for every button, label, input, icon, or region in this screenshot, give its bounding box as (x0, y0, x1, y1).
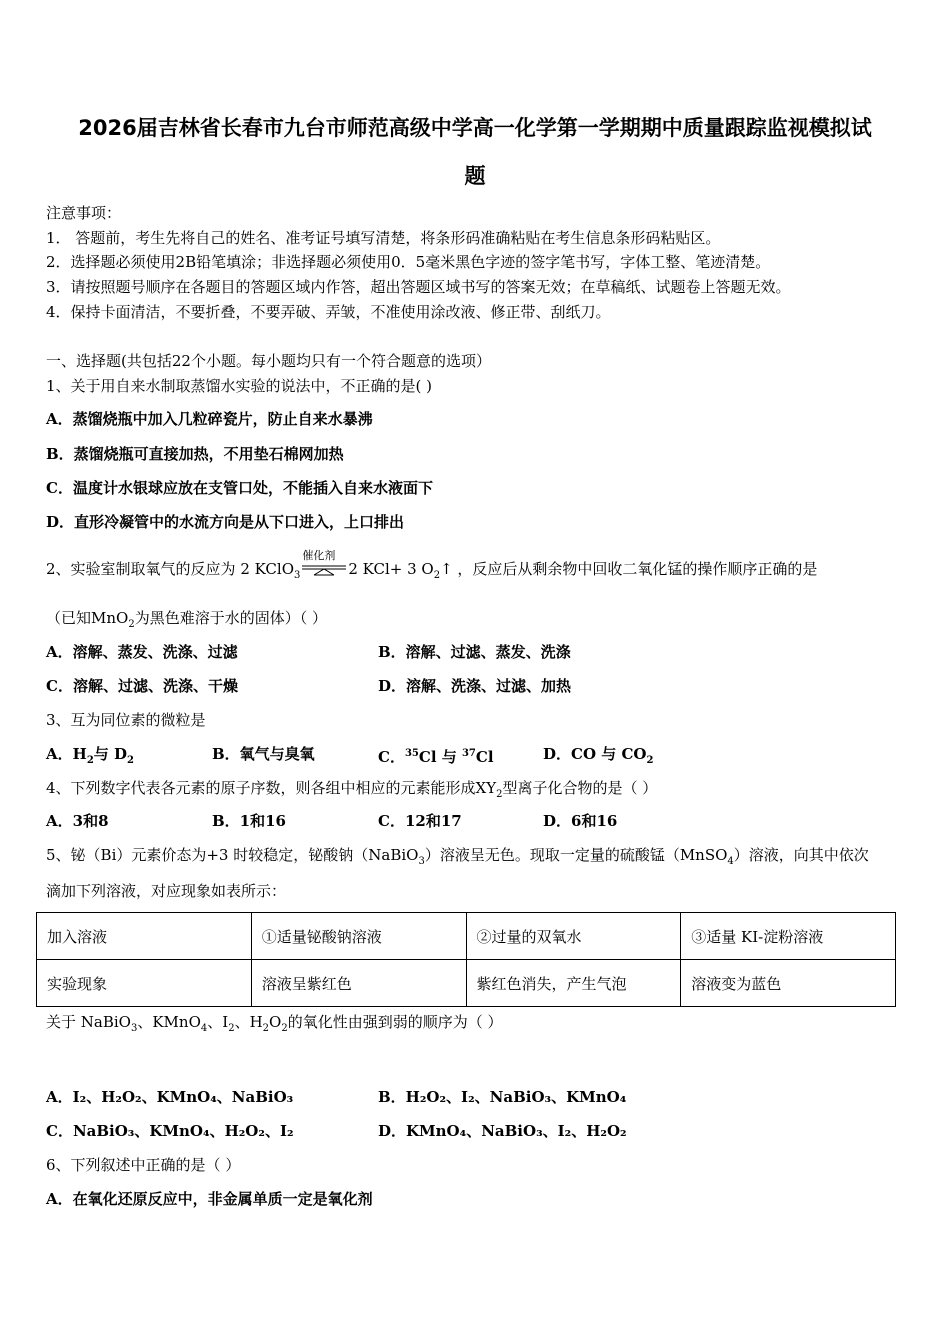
question-4-stem (46, 778, 657, 805)
q1-option-c: C．温度计水银球应放在支管口处，不能插入自来水液面下 (46, 479, 433, 497)
q2-option-b: B．溶解、过滤、蒸发、洗涤 (378, 643, 571, 661)
experiment-table (36, 912, 896, 1007)
question-6-stem: 6、下列叙述中正确的是（ ） (46, 1156, 241, 1174)
q4-stem-text: 4、下列数字代表各元素的原子序数，则各组中相应的元素能形成XY (46, 779, 497, 797)
q5-option-d: D．KMnO₄、NaBiO₃、I₂、H₂O₂ (378, 1122, 627, 1140)
q3-c-text: C． (378, 748, 405, 766)
q2-option-d: D．溶解、洗涤、过滤、加热 (378, 677, 572, 695)
q5-query-sub: 2 (228, 1023, 235, 1034)
q5-stem-text: ）溶液呈无色。现取一定量的硫酸锰（MnSO (424, 846, 728, 864)
q3-c-sup: 37 (461, 748, 476, 759)
q5-query-sub: 2 (281, 1023, 288, 1034)
question-5-stem (46, 845, 869, 872)
q3-a-text: 与 D (93, 745, 128, 763)
table-cell: ①适量铋酸钠溶液 (251, 913, 466, 960)
q5-option-b: B．H₂O₂、I₂、NaBiO₃、KMnO₄ (378, 1088, 627, 1106)
question-3-stem: 3、互为同位素的微粒是 (46, 711, 206, 729)
q3-c-text: Cl 与 (418, 748, 462, 766)
question-5-query (46, 1012, 503, 1039)
q5-stem-sub: 3 (418, 856, 425, 867)
q3-option-c (378, 744, 494, 767)
page-title: 2026届吉林省长春市九台市师范高级中学高一化学第一学期期中质量跟踪监视模拟试 (78, 116, 872, 140)
q5-stem-text: 5、铋（Bi）元素价态为+3 时较稳定，铋酸钠（NaBiO (46, 846, 419, 864)
q4-stem-text: 型离子化合物的是（ ） (502, 779, 658, 797)
q4-option-d: D．6和16 (543, 812, 618, 830)
q3-option-b: B．氧气与臭氧 (212, 745, 315, 763)
q4-option-c: C．12和17 (378, 812, 462, 830)
q5-option-a: A．I₂、H₂O₂、KMnO₄、NaBiO₃ (46, 1088, 294, 1106)
q2-note (46, 608, 327, 635)
q5-query-sub: 4 (200, 1023, 208, 1034)
q3-c-sup: 35 (404, 748, 419, 759)
page-title-continued: 题 (464, 164, 486, 188)
q1-option-b: B．蒸馏烧瓶可直接加热，不用垫石棉网加热 (46, 445, 344, 463)
q3-option-d (543, 744, 653, 771)
q3-a-sub: 2 (127, 755, 134, 766)
q4-option-b: B．1和16 (212, 812, 286, 830)
question-2-stem (46, 549, 818, 586)
q3-a-sub: 2 (86, 755, 94, 766)
q5-stem-sub: 4 (727, 856, 734, 867)
q5-stem-text: ）溶液，向其中依次 (733, 846, 869, 864)
q2-option-c: C．溶解、过滤、洗涤、干燥 (46, 677, 238, 695)
q3-c-text: Cl (475, 748, 494, 766)
notice-item: 3．请按照题号顺序在各题目的答题区域内作答，超出答题区域书写的答案无效；在草稿纸、试题卷上答题无效。 (46, 278, 791, 296)
q2-option-a: A．溶解、蒸发、洗涤、过滤 (46, 643, 238, 661)
q5-query-text: O (269, 1013, 282, 1031)
catalyst-arrow (300, 549, 348, 580)
table-row (37, 913, 896, 960)
q5-query-text: 的氧化性由强到弱的顺序为（ ） (287, 1013, 503, 1031)
q3-d-sub: 2 (646, 755, 654, 766)
q2-subscript: 3 (294, 570, 301, 581)
q1-option-d: D．直形冷凝管中的水流方向是从下口进入，上口排出 (46, 513, 405, 531)
q4-option-a: A．3和8 (46, 812, 109, 830)
q5-query-text: 关于 NaBiO (46, 1013, 131, 1031)
table-cell: 紫红色消失，产生气泡 (466, 960, 681, 1007)
question-1-stem: 1、关于用自来水制取蒸馏水实验的说法中，不正确的是( ) (46, 377, 433, 395)
table-cell: 溶液呈紫红色 (251, 960, 466, 1007)
q4-stem-sub: 2 (496, 789, 503, 800)
q5-query-text: 、H (234, 1013, 263, 1031)
table-cell: 加入溶液 (37, 913, 252, 960)
q2-subscript: 2 (433, 570, 441, 581)
notice-item: 2．选择题必须使用2B铅笔填涂；非选择题必须使用0．5毫米黑色字迹的签字笔书写，字体工整、笔迹清楚。 (46, 253, 771, 271)
q2-stem-mid: 2 KCl+ 3 O (348, 560, 434, 578)
triangle-icon (300, 564, 348, 576)
q6-option-a: A．在氧化还原反应中，非金属单质一定是氧化剂 (46, 1190, 373, 1208)
notice-item: 1． 答题前，考生先将自己的姓名、准考证号填写清楚，将条形码准确粘贴在考生信息条形码粘贴区。 (46, 229, 721, 247)
section-heading: 一、选择题(共包括22个小题。每小题均只有一个符合题意的选项） (46, 352, 491, 370)
table-cell: ②过量的双氧水 (466, 913, 681, 960)
question-5-stem-line2: 滴加下列溶液，对应现象如表所示： (46, 882, 287, 900)
q3-a-text: A．H (46, 745, 87, 763)
q2-stem-suffix: ↑ ，反应后从剩余物中回收二氧化锰的操作顺序正确的是 (440, 560, 818, 578)
q5-query-sub: 2 (262, 1023, 270, 1034)
table-cell: 溶液变为蓝色 (681, 960, 896, 1007)
notice-heading: 注意事项： (46, 204, 122, 222)
q5-option-c: C．NaBiO₃、KMnO₄、H₂O₂、I₂ (46, 1122, 294, 1140)
table-cell: ③适量 KI-淀粉溶液 (681, 913, 896, 960)
q5-query-text: 、I (207, 1013, 229, 1031)
notice-item: 4．保持卡面清洁，不要折叠，不要弄破、弄皱，不准使用涂改液、修正带、刮纸刀。 (46, 303, 611, 321)
q2-note-subscript: 2 (128, 619, 135, 630)
q1-option-a: A．蒸馏烧瓶中加入几粒碎瓷片，防止自来水暴沸 (46, 410, 373, 428)
catalyst-label: 催化剂 (302, 549, 336, 562)
q2-note-prefix: （已知MnO (46, 609, 129, 627)
q2-note-suffix: 为黑色难溶于水的固体）（ ） (134, 609, 327, 627)
q3-d-text: D．CO 与 CO (543, 745, 647, 763)
q2-stem-prefix: 2、实验室制取氧气的反应为 2 KClO (46, 560, 294, 578)
table-cell: 实验现象 (37, 960, 252, 1007)
table-row (37, 960, 896, 1007)
q5-query-sub: 3 (130, 1023, 138, 1034)
q5-query-text: 、KMnO (137, 1013, 201, 1031)
q3-option-a (46, 744, 134, 771)
